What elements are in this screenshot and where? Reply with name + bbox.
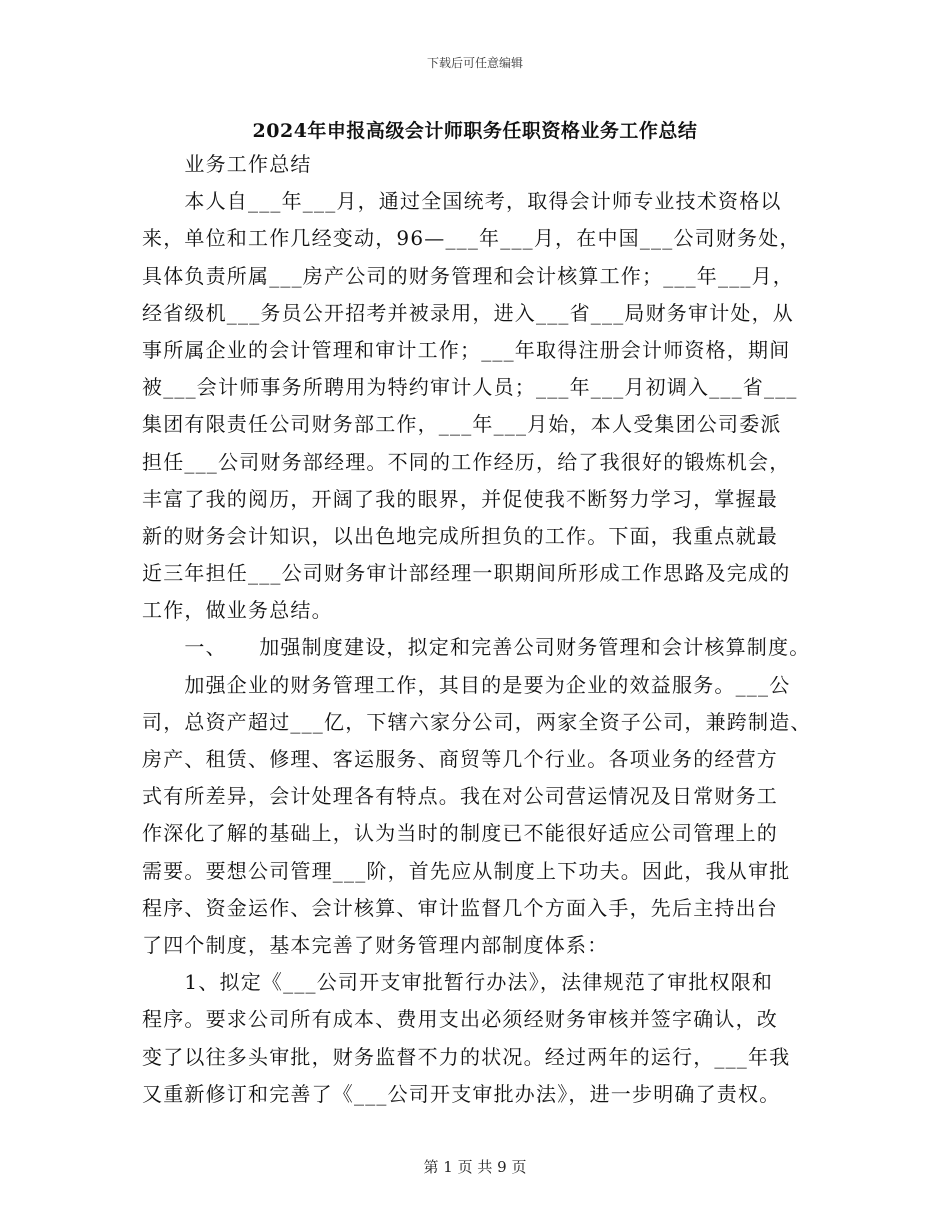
body-line: 房产、租赁、修理、客运服务、商贸等几个行业。各项业务的经营方 (142, 747, 778, 771)
body-line: 被___会计师事务所聘用为特约审计人员；___年___月初调入___省___ (142, 375, 798, 400)
page-header: 下载后可任意编辑 (426, 56, 523, 70)
body-line: 丰富了我的阅历，开阔了我的眼界，并促使我不断努力学习，掌握最 (142, 486, 778, 511)
body-line: 司，总资产超过___亿，下辖六家分公司，两家全资子公司，兼跨制造、 (142, 709, 812, 734)
body-line: 又重新修订和完善了《___公司开支审批办法》，进一步明确了责权。 (142, 1081, 781, 1106)
document-title: 2024年申报高级会计师职务任职资格业务工作总结 (252, 120, 698, 142)
body-line: 程序。要求公司所有成本、费用支出必须经财务审核并签字确认，改 (142, 1007, 778, 1032)
body-line: 程序、资金运作、会计核算、审计监督几个方面入手，先后主持出台 (142, 895, 778, 920)
body-line: 具体负责所属___房产公司的财务管理和会计核算工作；___年___月， (142, 263, 794, 288)
body-line: 工作，做业务总结。 (142, 598, 333, 623)
body-line: 作深化了解的基础上，认为当时的制度已不能很好适应公司管理上的 (142, 821, 778, 846)
body-line: 集团有限责任公司财务部工作，___年___月始，本人受集团公司委派 (142, 412, 782, 437)
body-line: 式有所差异，会计处理各有特点。我在对公司营运情况及日常财务工 (142, 784, 778, 809)
body-line: 了四个制度，基本完善了财务管理内部制度体系： (142, 932, 609, 957)
body-line: 来，单位和工作几经变动，96—___年___月，在中国___公司财务处， (142, 226, 801, 251)
body-line: 加强企业的财务管理工作，其目的是要为企业的效益服务。___公 (142, 672, 791, 697)
body-line: 变了以往多头审批，财务监督不力的状况。经过两年的运行，___年我 (142, 1044, 791, 1069)
body-line: 事所属企业的会计管理和审计工作；___年取得注册会计师资格，期间 (142, 337, 791, 362)
body-line: 1、拟定《___公司开支审批暂行办法》，法律规范了审批权限和 (142, 970, 774, 995)
body-line: 近三年担任___公司财务审计部经理一职期间所形成工作思路及完成的 (142, 561, 791, 586)
section-heading: 一、 加强制度建设，拟定和完善公司财务管理和会计核算制度。 (142, 635, 811, 660)
body-line: 需要。要想公司管理___阶，首先应从制度上下功夫。因此，我从审批 (142, 858, 791, 883)
body-line: 经省级机___务员公开招考并被录用，进入___省___局财务审计处，从 (142, 300, 794, 325)
body-line: 业务工作总结 (142, 152, 312, 176)
body-line: 新的财务会计知识，以出色地完成所担负的工作。下面，我重点就最 (142, 523, 778, 548)
document-body (142, 146, 822, 1113)
page-footer: 第 1 页 共 9 页 (423, 1158, 527, 1176)
body-line: 本人自___年___月，通过全国统考，取得会计师专业技术资格以 (142, 189, 782, 214)
body-line: 担任___公司财务部经理。不同的工作经历，给了我很好的锻炼机会， (142, 449, 791, 474)
